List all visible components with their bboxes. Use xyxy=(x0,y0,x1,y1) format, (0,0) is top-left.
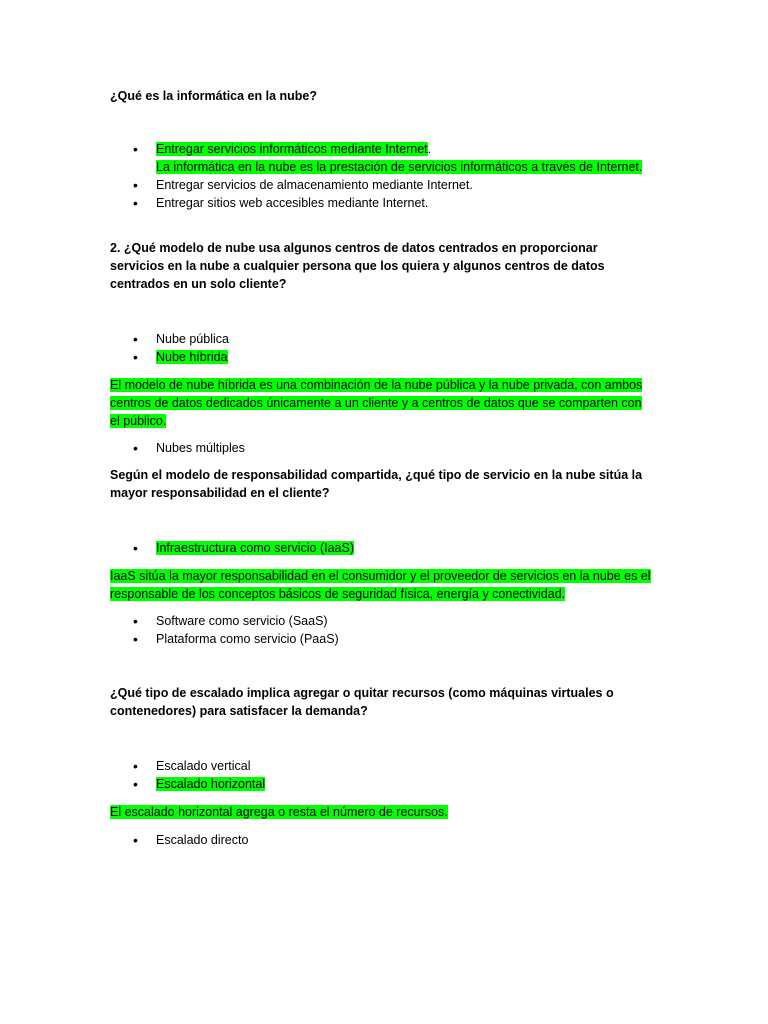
q2-option-3 xyxy=(110,439,655,457)
q1-option-1-text: Entregar servicios informáticos mediante Internet xyxy=(156,142,428,156)
question-3-options-after xyxy=(110,612,655,648)
q1-option-2-text: Entregar servicios de almacenamiento mediante Internet. xyxy=(156,178,473,192)
q3-option-1-text: Infraestructura como servicio (IaaS) xyxy=(156,541,354,555)
q4-option-3 xyxy=(110,831,655,849)
q4-option-2-text: Escalado horizontal xyxy=(156,777,266,791)
question-2-explanation: El modelo de nube híbrida es una combinación de la nube pública y la nube privada, con ambos centros de datos dedicados únicamente a un cliente y a centros de datos que se comparten con el público. xyxy=(110,378,643,428)
question-4-options-after xyxy=(110,831,655,849)
question-4-title: ¿Qué tipo de escalado implica agregar o quitar recursos (como máquinas virtuales o contenedores) para satisfacer la demanda? xyxy=(110,686,614,718)
q1-option-1 xyxy=(110,140,655,176)
q3-option-3-text: Plataforma como servicio (PaaS) xyxy=(156,632,339,646)
q4-option-2 xyxy=(110,775,655,793)
question-2-options xyxy=(110,330,655,366)
q3-option-2-text: Software como servicio (SaaS) xyxy=(156,614,328,628)
q2-option-2 xyxy=(110,348,655,366)
question-2-options-after xyxy=(110,439,655,457)
question-4-options xyxy=(110,757,655,793)
question-3-options xyxy=(110,539,655,557)
q2-option-3-text: Nubes múltiples xyxy=(156,441,245,455)
question-3-explanation: IaaS sitúa la mayor responsabilidad en el consumidor y el proveedor de servicios en la nube es el responsable de los conceptos básicos de seguridad física, energía y conectividad. xyxy=(110,569,651,601)
q3-option-2 xyxy=(110,612,655,630)
q3-option-3 xyxy=(110,630,655,648)
q1-option-2 xyxy=(110,176,655,194)
question-2-explanation-block xyxy=(110,376,650,430)
q4-option-3-text: Escalado directo xyxy=(156,833,249,847)
question-2-title: 2. ¿Qué modelo de nube usa algunos centros de datos centrados en proporcionar servicios en la nube a cualquier persona que los quiera y algunos centros de datos centrados en un solo cliente? xyxy=(110,241,605,291)
q2-option-1-text: Nube pública xyxy=(156,332,229,346)
q2-option-1 xyxy=(110,330,655,348)
question-4-explanation: El escalado horizontal agrega o resta el número de recursos. xyxy=(110,805,448,819)
q1-option-3 xyxy=(110,194,655,212)
q3-option-1 xyxy=(110,539,655,557)
q1-option-3-text: Entregar sitios web accesibles mediante Internet. xyxy=(156,196,429,210)
q1-option-1-punct: . xyxy=(427,142,432,156)
question-4-explanation-block xyxy=(110,803,655,821)
q1-option-1-explanation: La informática en la nube es la prestación de servicios informáticos a través de Internet. xyxy=(156,160,643,174)
question-3-title: Según el modelo de responsabilidad compartida, ¿qué tipo de servicio en la nube sitúa la mayor responsabilidad en el cliente? xyxy=(110,468,643,500)
q2-option-2-text: Nube híbrida xyxy=(156,350,228,364)
question-1-options xyxy=(110,140,655,212)
q4-option-1 xyxy=(110,757,655,775)
q4-option-1-text: Escalado vertical xyxy=(156,759,251,773)
question-3-explanation-block xyxy=(110,567,655,603)
question-1-title: ¿Qué es la informática en la nube? xyxy=(110,89,317,103)
